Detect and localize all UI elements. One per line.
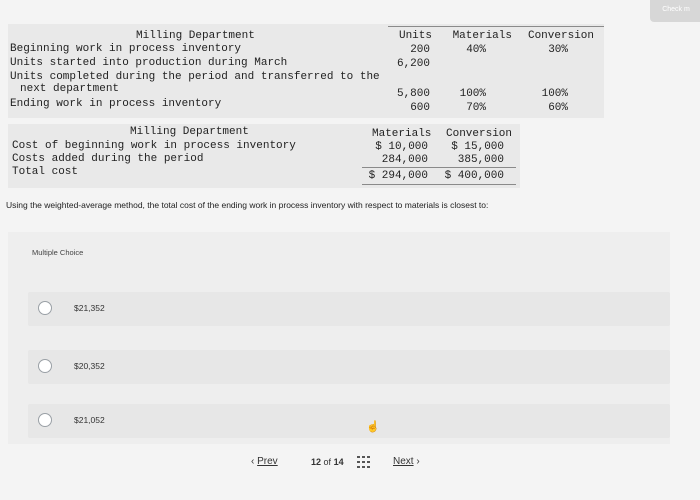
- choice-text: $20,352: [74, 361, 105, 371]
- row-conversion: 100%: [541, 88, 568, 100]
- row-units: 6,200: [396, 58, 430, 70]
- hand-cursor-icon: ☝: [366, 421, 380, 433]
- page-indicator: [311, 457, 344, 467]
- header-conversion: Conversion: [527, 30, 594, 42]
- choice-option[interactable]: [28, 350, 670, 384]
- row-conversion: 385,000: [457, 154, 504, 166]
- row-materials: 284,000: [381, 154, 428, 166]
- choice-text: $21,352: [74, 303, 105, 313]
- next-button[interactable]: [393, 456, 420, 467]
- grid-icon[interactable]: [357, 456, 370, 468]
- multiple-choice-label: Multiple Choice: [32, 248, 84, 257]
- row-materials: $ 10,000: [375, 141, 428, 153]
- row-conversion: 30%: [548, 44, 568, 56]
- multiple-choice-panel: [8, 232, 670, 444]
- row-label: Units started into production during March: [10, 57, 288, 69]
- row-materials: 100%: [459, 88, 486, 100]
- page-of: of: [323, 457, 332, 467]
- choice-option[interactable]: [28, 404, 670, 438]
- row-label: Beginning work in process inventory: [10, 43, 242, 55]
- chevron-right-icon: ›: [416, 456, 420, 467]
- total-rule: [362, 184, 516, 185]
- prev-label: Prev: [257, 456, 278, 467]
- question-text: Using the weighted-average method, the total cost of the ending work in process inventory with respect to materials is closest to:: [6, 200, 489, 210]
- prev-button[interactable]: [251, 456, 278, 467]
- row-conversion: 60%: [548, 102, 568, 114]
- header-rule: [388, 26, 604, 27]
- radio-button[interactable]: [38, 413, 52, 427]
- costs-table-title: Milling Department: [130, 126, 249, 138]
- header-conversion: Conversion: [446, 128, 513, 140]
- row-label: Total cost: [12, 166, 79, 178]
- row-label: Costs added during the period: [12, 153, 204, 165]
- row-conversion: $ 400,000: [444, 170, 504, 182]
- current-page: 12: [311, 457, 322, 467]
- row-label-continued: next department: [20, 83, 120, 95]
- next-label: Next: [393, 456, 414, 467]
- row-label: Ending work in process inventory: [10, 98, 222, 110]
- header-units: Units: [398, 30, 432, 42]
- header-materials: Materials: [452, 30, 512, 42]
- row-units: 5,800: [396, 88, 430, 100]
- row-label: Cost of beginning work in process inventory: [12, 140, 296, 152]
- total-pages: 14: [333, 457, 344, 467]
- units-table: [8, 24, 604, 118]
- row-materials: 70%: [466, 102, 486, 114]
- chevron-left-icon: ‹: [251, 456, 255, 467]
- header-materials: Materials: [372, 128, 432, 140]
- row-materials: $ 294,000: [368, 170, 428, 182]
- choice-text: $21,052: [74, 415, 105, 425]
- costs-table: [8, 124, 520, 188]
- radio-button[interactable]: [38, 301, 52, 315]
- row-conversion: $ 15,000: [451, 141, 504, 153]
- units-table-title: Milling Department: [136, 30, 255, 42]
- pagination-bar: [0, 448, 700, 484]
- check-my-work-button[interactable]: Check m: [650, 0, 700, 22]
- row-units: 600: [410, 102, 430, 114]
- subtotal-rule: [362, 167, 516, 168]
- row-materials: 40%: [466, 44, 486, 56]
- row-label: Units completed during the period and transferred to the: [10, 71, 380, 83]
- row-units: 200: [410, 44, 430, 56]
- choice-option[interactable]: [28, 292, 670, 326]
- radio-button[interactable]: [38, 359, 52, 373]
